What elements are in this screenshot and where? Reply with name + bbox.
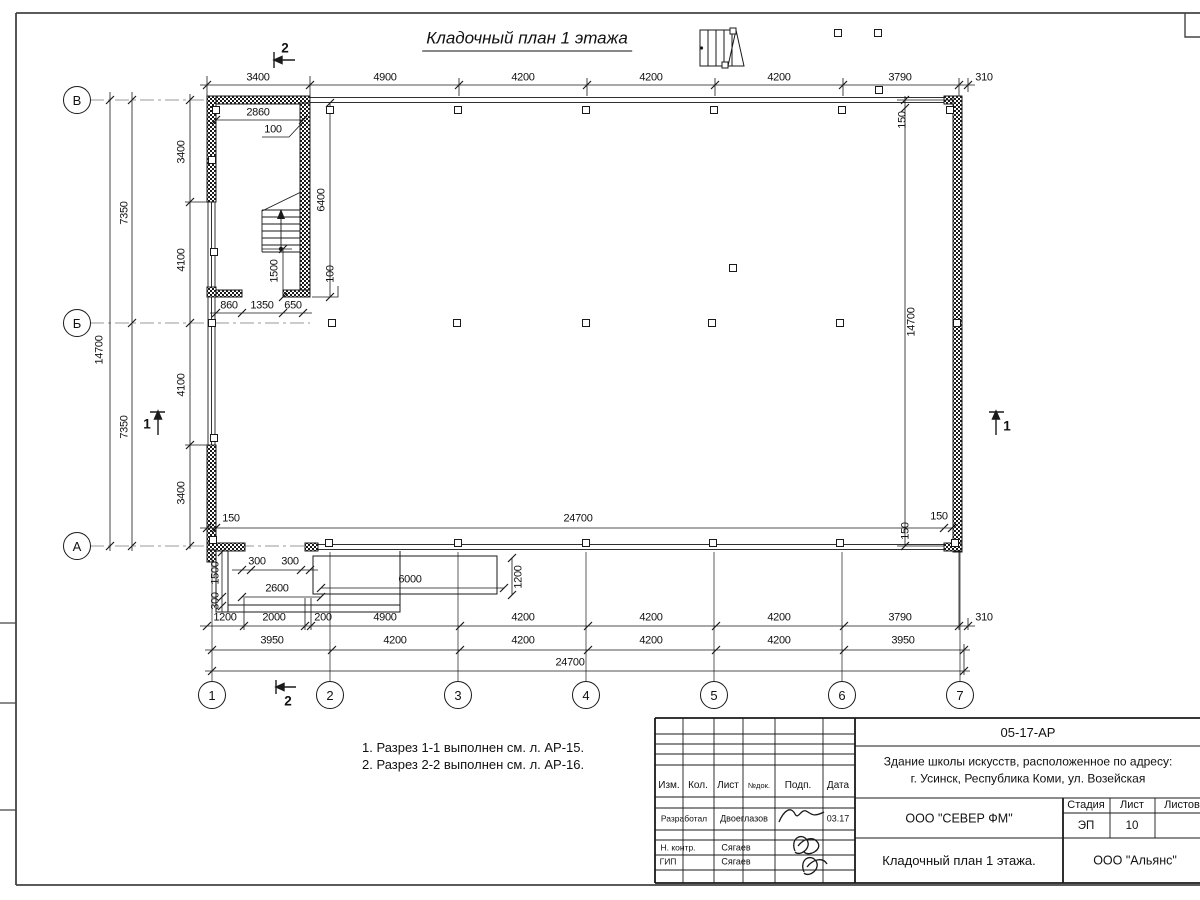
dim-label: 150 <box>896 111 909 129</box>
section-marks <box>150 52 1004 694</box>
stair <box>262 192 301 252</box>
company-name: ООО "СЕВЕР ФМ" <box>905 811 1013 826</box>
dim-label: 1200 <box>213 611 237 624</box>
note-line: 1. Разрез 1-1 выполнен см. л. АР-15. <box>362 740 585 755</box>
dim-label: 7350 <box>118 201 131 225</box>
dim-label: 1350 <box>250 299 274 312</box>
project-address-2: г. Усинск, Республика Коми, ул. Возейская <box>910 771 1146 786</box>
role-gip: ГИП <box>659 856 677 867</box>
axis-bubble: А <box>63 532 91 560</box>
col-header-list: Лист <box>717 779 739 791</box>
sheet-doc-title: Кладочный план 1 этажа. <box>882 853 1036 869</box>
signature-scribbles <box>779 810 827 875</box>
dim-label: 4200 <box>511 634 535 647</box>
dim-label: 200 <box>314 611 332 624</box>
dim-label: 2600 <box>265 582 289 595</box>
col-header-podp: Подп. <box>784 779 812 791</box>
dim-label: 150 <box>930 510 948 523</box>
project-address-1: Здание школы искусств, расположенное по адресу: <box>883 754 1173 769</box>
axis-bubble: 5 <box>700 681 728 709</box>
keyplan-symbol <box>700 28 744 68</box>
dim-label: 24700 <box>555 656 585 669</box>
section-label: 1 <box>143 416 151 432</box>
axis-bubble: 1 <box>198 681 226 709</box>
role-ncontrol: Н. контр. <box>660 842 696 853</box>
sheet-number: 10 <box>1125 819 1139 832</box>
dim-label: 2860 <box>246 106 270 119</box>
dim-label: 4200 <box>767 634 791 647</box>
drawing-title: Кладочный план 1 этажа <box>422 29 632 52</box>
dim-label: 150 <box>899 522 912 540</box>
dim-label: 6400 <box>315 188 328 212</box>
role-developer: Разработал <box>660 813 708 824</box>
dim-label: 4200 <box>383 634 407 647</box>
dim-label: 100 <box>264 123 282 136</box>
axis-bubble: В <box>63 86 91 114</box>
axis-bubble: 4 <box>572 681 600 709</box>
dim-label: 7350 <box>118 415 131 439</box>
section-label: 2 <box>281 40 289 56</box>
dim-label: 4200 <box>639 71 663 84</box>
col-header-kol: Кол. <box>688 779 708 791</box>
notes <box>362 740 584 773</box>
dim-label: 3790 <box>888 71 912 84</box>
gip-name: Сягаев <box>721 856 751 867</box>
dim-label: 3400 <box>175 140 188 164</box>
dim-label: 3400 <box>175 481 188 505</box>
dim-label: 3400 <box>246 71 270 84</box>
col-header-ndok: №док. <box>748 781 770 791</box>
axis-bubble: 6 <box>828 681 856 709</box>
walls-thin <box>208 98 944 552</box>
dim-label: 3950 <box>260 634 284 647</box>
dim-label: 4200 <box>639 611 663 624</box>
dim-label: 3790 <box>888 611 912 624</box>
dim-label: 4200 <box>511 71 535 84</box>
dim-label: 2000 <box>262 611 286 624</box>
dim-label: 100 <box>324 265 337 283</box>
dim-label: 14700 <box>905 307 918 337</box>
col-header-data: Дата <box>826 779 850 791</box>
dim-label: 6000 <box>398 573 422 586</box>
doc-code: 05-17-АР <box>1000 725 1056 741</box>
date-value: 03.17 <box>826 813 850 824</box>
dimension-lines <box>110 76 975 682</box>
dim-label: 300 <box>281 555 299 568</box>
note-line: 2. Разрез 2-2 выполнен см. л. АР-16. <box>362 756 585 772</box>
dim-label: 300 <box>248 555 266 568</box>
col-header-izm: Изм. <box>658 779 680 791</box>
dim-label: 4200 <box>639 634 663 647</box>
dim-label: 1500 <box>268 259 281 283</box>
section-label: 2 <box>284 693 292 709</box>
dim-label: 3950 <box>891 634 915 647</box>
stage-value: ЭП <box>1077 819 1095 832</box>
dim-label: 14700 <box>93 335 106 365</box>
dim-label: 24700 <box>563 512 593 525</box>
dim-label: 300 <box>209 592 222 610</box>
dim-label: 1500 <box>209 561 222 585</box>
dim-label: 310 <box>975 71 993 84</box>
dim-label: 4200 <box>511 611 535 624</box>
org-name: ООО "Альянс" <box>1093 853 1177 868</box>
dim-label: 1200 <box>512 565 525 589</box>
axis-bubble: 3 <box>444 681 472 709</box>
dim-label: 4900 <box>373 611 397 624</box>
ncontrol-name: Сягаев <box>721 842 751 853</box>
axis-lines <box>90 100 310 546</box>
walls-masonry <box>207 96 962 562</box>
section-label: 1 <box>1003 418 1011 434</box>
dim-label: 4100 <box>175 248 188 272</box>
sheets-label: Листов <box>1164 799 1200 812</box>
dim-label: 150 <box>222 512 240 525</box>
dim-label: 650 <box>284 299 302 312</box>
dim-label: 4200 <box>767 611 791 624</box>
dim-label: 860 <box>220 299 238 312</box>
column-markers <box>209 30 961 547</box>
axis-bubble: Б <box>63 309 91 337</box>
sheet-label: Лист <box>1120 799 1144 812</box>
developer-name: Двоеглазов <box>720 813 768 824</box>
dim-label: 4900 <box>373 71 397 84</box>
axis-bubble: 2 <box>316 681 344 709</box>
axis-bubble: 7 <box>946 681 974 709</box>
dim-label: 310 <box>975 611 993 624</box>
dim-label: 4100 <box>175 373 188 397</box>
dim-label: 4200 <box>767 71 791 84</box>
stage-label: Стадия <box>1067 799 1105 812</box>
